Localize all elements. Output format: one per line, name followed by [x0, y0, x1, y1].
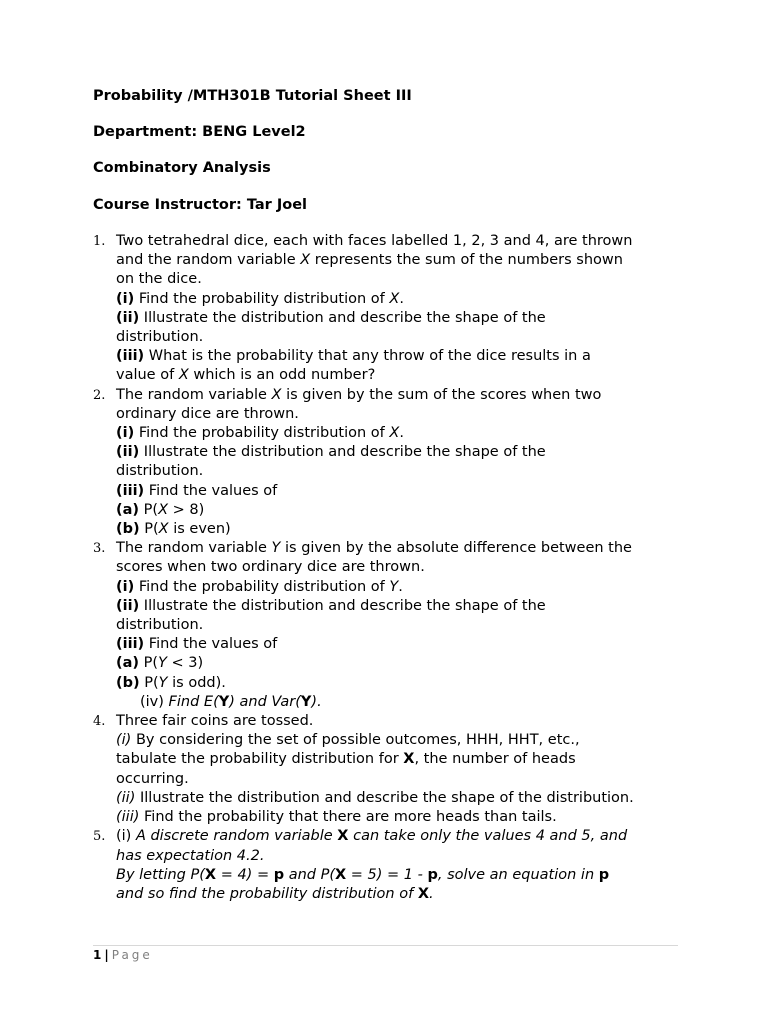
question-part: (i) By considering the set of possible outcomes, HHH, HHT, etc.,	[116, 732, 580, 749]
page-footer	[93, 948, 153, 962]
question-part: (iii) Find the values of	[116, 636, 278, 653]
question-part: (a) P(Y < 3)	[116, 655, 204, 672]
question-part: distribution.	[116, 617, 204, 634]
page-number: 1	[93, 948, 102, 962]
question-text: has expectation 4.2.	[116, 847, 265, 864]
question-part: (ii) Illustrate the distribution and describe the shape of the	[116, 597, 546, 614]
question-text: and so find the probability distribution of X.	[116, 885, 434, 902]
question-number: 2.	[93, 387, 106, 403]
question-part: (b) P(X is even)	[116, 521, 231, 538]
instructor-heading: Course Instructor: Tar Joel	[93, 197, 307, 213]
question-number: 5.	[93, 829, 106, 845]
question-part: (a) P(X > 8)	[116, 501, 205, 518]
document-title: Probability /MTH301B Tutorial Sheet III	[93, 88, 412, 104]
question-part: (ii) Illustrate the distribution and describe the shape of the	[116, 444, 546, 461]
page-label: Page	[111, 948, 153, 962]
question-text: (i) A discrete random variable X can take only the values 4 and 5, and	[116, 828, 628, 845]
question-text: The random variable Y is given by the absolute difference between the	[116, 540, 632, 557]
footer-divider	[93, 945, 678, 946]
topic-heading: Combinatory Analysis	[93, 160, 271, 176]
question-text: scores when two ordinary dice are thrown.	[116, 559, 425, 576]
question-text: By letting P(X = 4) = p and P(X = 5) = 1 - p, solve an equation in p	[116, 866, 610, 883]
question-part: (iii) Find the probability that there are more heads than tails.	[116, 809, 557, 826]
question-part: (iii) Find the values of	[116, 482, 278, 499]
question-text: and the random variable X represents the sum of the numbers shown	[116, 252, 623, 269]
question-part: (i) Find the probability distribution of X.	[116, 425, 404, 442]
question-3	[93, 539, 693, 712]
question-1	[93, 232, 693, 386]
question-number: 3.	[93, 541, 106, 557]
question-part: (b) P(Y is odd).	[116, 674, 226, 691]
question-part: occurring.	[116, 770, 189, 787]
question-5	[93, 827, 693, 904]
question-part: value of X which is an odd number?	[116, 367, 376, 384]
question-part: (iv) Find E(Y) and Var(Y).	[140, 693, 322, 710]
question-4	[93, 712, 693, 827]
question-text: The random variable X is given by the sum of the scores when two	[116, 386, 602, 403]
department-heading: Department: BENG Level2	[93, 124, 306, 140]
question-number: 4.	[93, 714, 106, 730]
question-text: on the dice.	[116, 271, 202, 288]
footer-separator: |	[104, 948, 109, 962]
question-part: distribution.	[116, 329, 204, 346]
question-number: 1.	[93, 234, 106, 249]
question-2	[93, 386, 693, 540]
question-part: (i) Find the probability distribution of X.	[116, 290, 404, 307]
question-part: (ii) Illustrate the distribution and describe the shape of the distribution.	[116, 789, 634, 806]
question-text: Two tetrahedral dice, each with faces labelled 1, 2, 3 and 4, are thrown	[116, 233, 633, 249]
question-part: (ii) Illustrate the distribution and describe the shape of the	[116, 309, 546, 326]
question-list	[93, 232, 693, 904]
question-part: (i) Find the probability distribution of Y.	[116, 578, 403, 595]
question-part: distribution.	[116, 463, 204, 480]
question-part: (iii) What is the probability that any throw of the dice results in a	[116, 348, 591, 365]
question-part: tabulate the probability distribution for X, the number of heads	[116, 751, 576, 768]
question-text: Three fair coins are tossed.	[116, 713, 314, 730]
question-text: ordinary dice are thrown.	[116, 405, 299, 422]
